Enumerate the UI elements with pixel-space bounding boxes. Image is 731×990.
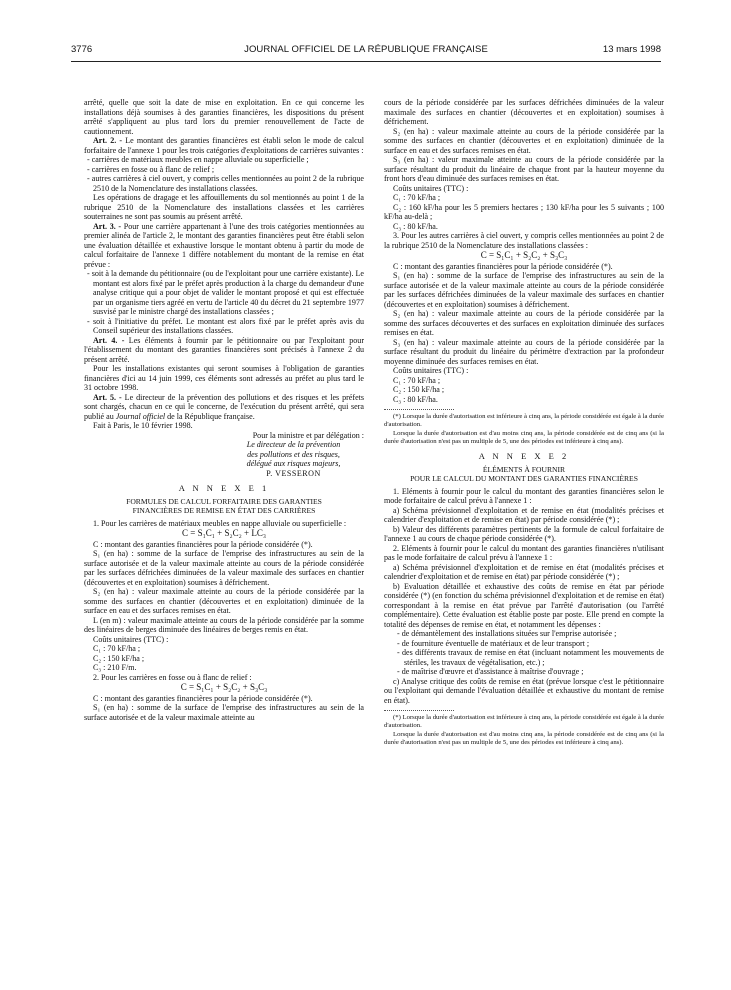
costs-heading: Coûts unitaires (TTC) : <box>93 634 169 644</box>
list-item: - carrières en fosse ou à flanc de relief ; <box>87 164 215 174</box>
paragraph: 1. Pour les carrières de matériaux meubles en nappe alluviale ou superficielle : <box>93 518 347 528</box>
footnote-separator <box>384 710 454 711</box>
paragraph: 2. Pour les carrières en fosse ou à flanc de relief : <box>93 672 252 682</box>
paragraph: Pour les installations existantes qui seront soumises à l'obligation de garanties financières d'ici au 14 juin 1999, ces éléments sont adressés au préfet au plus tard le 31 octobre 1998. <box>84 364 364 392</box>
formula: C = S₁C₁ + S₂C₂ + S₃C₃ <box>180 682 268 692</box>
paragraph: b) Evaluation détaillée et exhaustive des coûts de remise en état par période considérée (*) (en fonction du schéma prévisionnel d'exploitation et de remise en état) correspondant à la remise en état prévue par l'arrêté d'autorisation (ou l'arrêté complémentaire). Cette évaluation est établie poste par poste. Elle prend en compte la totalité des dépenses de remise en état, et notamment les dépenses : <box>384 581 664 629</box>
paragraph: a) Schéma prévisionnel d'exploitation et de remise en état (modalités précises et calendrier d'exploitation et de remise en état) par période considérée (*) ; <box>384 505 664 525</box>
article-3 <box>84 222 364 270</box>
list-item: - des différents travaux de remise en état (incluant notamment les mouvements de stériles, les travaux de végétalisation, etc.) ; <box>397 648 664 667</box>
footnote: Lorsque la durée d'autorisation est d'au moins cinq ans, la période considérée est de cinq ans (si la durée d'autorisation n'est pas un multiple de 5, une des périodes est inférieure à cinq ans). <box>384 730 664 747</box>
article-label: Art. 3. - <box>93 221 122 231</box>
costs-heading: Coûts unitaires (TTC) : <box>393 366 469 375</box>
article-3-list <box>84 269 364 336</box>
page-header <box>71 44 661 58</box>
definition: S₃ (en ha) : valeur maximale atteinte au cours de la période considérée par la surface résultant du produit du linéaire du périmètre d'extraction par la profondeur moyenne diminuée des surfaces remises en état. <box>384 337 664 366</box>
list-item: - soit à la demande du pétitionnaire (ou de l'exploitant pour une carrière existante). Le montant est alors fixé par le préfet après production à la charge du demandeur d'une analyse critique qui a pour objet de valider le montant proposé et qui est effectuée par un organisme tiers agréé en vertu de l'article 40 du décret du 21 septembre 1977 susvisé par le ministre chargé des installations classées ; <box>87 269 364 316</box>
signature-line: des pollutions et des risques, <box>247 449 340 459</box>
definition: S₁ (en ha) : somme de la surface de l'emprise des infrastructures au sein de la surface autorisée et de la valeur maximale atteinte au <box>84 703 364 722</box>
cost-item: C₃ : 210 F/m. <box>93 663 137 672</box>
annex-2-title: POUR LE CALCUL DU MONTANT DES GARANTIES FINANCIÈRES <box>410 474 638 484</box>
cost-item: C₂ : 160 kF/ha pour les 5 premiers hectares ; 130 kF/ha pour les 5 suivants ; 100 kF/ha au-delà ; <box>384 202 664 221</box>
article-text: Le montant des garanties financières est établi selon le mode de calcul forfaitaire de l'annexe 1 pour les trois catégories d'exploitations de carrières suivantes : <box>84 136 364 155</box>
annex-1-heading: A N N E X E 1 <box>178 483 270 493</box>
signature-for: Pour la ministre et par délégation : <box>252 430 364 440</box>
paragraph: 1. Eléments à fournir pour le calcul du montant des garanties financières selon le mode forfaitaire de calcul prévu à l'annexe 1 : <box>384 486 664 506</box>
cost-item: C₃ : 80 kF/ha. <box>393 394 438 404</box>
article-label: Art. 2. - <box>93 136 123 145</box>
list-item: - de fourniture éventuelle de matériaux et de leur transport ; <box>397 638 590 648</box>
list-item: - soit à l'initiative du préfet. Le montant est alors fixé par le préfet après avis du Conseil supérieur des installations classées. <box>87 316 364 335</box>
definition: S₁ (en ha) : somme de la surface de l'emprise des infrastructures au sein de la surface autorisée et de la valeur maximale atteinte au cours de la période considérée par les surfaces défrichées diminuées de la valeur maximale des surfaces en chantier (découvertes et en exploitation) soumises à défrichement. <box>384 271 664 309</box>
paragraph: cours de la période considérée par les surfaces défrichées diminuées de la valeur maximale des surfaces en chantier (découvertes et en exploitation) soumises à défrichement. <box>384 98 664 126</box>
cost-item: C₂ : 150 kF/ha ; <box>393 385 445 394</box>
paragraph: 2. Eléments à fournir pour le calcul du montant des garanties financières n'utilisant pas le mode forfaitaire de calcul prévu à l'annexe 1 : <box>384 543 664 563</box>
annex-2-title: ÉLÉMENTS À FOURNIR <box>482 464 566 474</box>
article-text: Le directeur de la prévention des pollutions et des risques et les préfets sont chargés, chacun en ce qui le concerne, de l'exécution du présent arrêté, qui sera publié au <box>84 392 365 421</box>
list-item: - carrières de matériaux meubles en nappe alluviale ou superficielle ; <box>87 155 309 164</box>
article-text: Pour une carrière appartenant à l'une des trois catégories mentionnées au premier alinéa de l'article 2, le montant des garanties financières peut être établi selon une évaluation détaillée et exhaustive lorsque le montant obtenu à partir du mode de calcul forfaitaire de l'annexe 1 diffère notablement du montant de la remise en état prévue : <box>84 221 365 269</box>
journal-name: Journal officiel <box>115 411 166 421</box>
article-2-list <box>84 155 364 193</box>
header-rule <box>71 61 661 62</box>
footnote: Lorsque la durée d'autorisation est d'au moins cinq ans, la période considérée est de cinq ans (si la durée d'autorisation n'est pas un multiple de 5, une des périodes est inférieure à cinq ans). <box>384 429 664 445</box>
footnote: (*) Lorsque la durée d'autorisation est inférieure à cinq ans, la période considérée est égale à la durée d'autorisation. <box>384 413 664 429</box>
cost-item: C₁ : 70 kF/ha ; <box>93 644 141 653</box>
cost-item: C₁ : 70 kF/ha ; <box>393 375 441 385</box>
right-column <box>384 98 664 747</box>
article-5 <box>84 393 364 422</box>
paragraph: c) Analyse critique des coûts de remise en état (prévue lorsque c'est le pétitionnaire ou l'exploitant qui demande l'évaluation détaillée et exhaustive du montant de remise en état). <box>384 676 664 705</box>
article-4 <box>84 336 364 365</box>
definition: C : montant des garanties financières pour la période considérée (*). <box>93 693 313 703</box>
definition: S₃ (en ha) : valeur maximale atteinte au cours de la période considérée par la surface résultant du produit du linéaire de chaque front par la hauteur moyenne du front hors d'eau diminuée des surfaces remises en état. <box>384 155 664 183</box>
cost-item: C₃ : 80 kF/ha. <box>393 221 438 231</box>
list-item: - de maîtrise d'œuvre et d'assistance à maîtrise d'ouvrage ; <box>397 667 584 677</box>
annex-1-title: FORMULES DE CALCUL FORFAITAIRE DES GARANTIES <box>126 496 322 506</box>
annex-1-title: FINANCIÈRES DE REMISE EN ÉTAT DES CARRIÈRES <box>132 506 316 515</box>
expenses-list <box>384 629 664 677</box>
definition: S₂ (en ha) : valeur maximale atteinte au cours de la période considérée par la somme des surfaces en chantier (découvertes et en exploitation) diminuée de la surface en eau et des surfaces remises en état. <box>84 587 364 615</box>
annex-2-heading: A N N E X E 2 <box>478 451 570 462</box>
paragraph: Les opérations de dragage et les affouillements du sol mentionnés au point 1 de la rubrique 2510 de la Nomenclature des installations classées et les carrières souterraines ne sont pas soumis au présent arrêté. <box>84 193 364 221</box>
footnote: (*) Lorsque la durée d'autorisation est inférieure à cinq ans, la période considérée est égale à la durée d'autorisation. <box>384 714 664 730</box>
costs-heading: Coûts unitaires (TTC) : <box>393 183 469 193</box>
journal-title: JOURNAL OFFICIEL DE LA RÉPUBLIQUE FRANÇAISE <box>244 44 488 55</box>
page-number: 3776 <box>71 44 93 55</box>
signature-line: Le directeur de la prévention <box>246 440 341 449</box>
issue-date: 13 mars 1998 <box>602 44 661 55</box>
article-text: Les éléments à fournir par le pétitionnaire ou par l'exploitant pour l'établissement du montant des garanties financières sont précisés à l'annexe 2 du présent arrêté. <box>84 335 365 364</box>
definition: C : montant des garanties financières pour la période considérée (*). <box>393 261 613 271</box>
definition: L (en m) : valeur maximale atteinte au cours de la période considérée par la somme des linéaires de berges diminuée des linéaires de berges remis en état. <box>84 615 364 634</box>
list-item: - autres carrières à ciel ouvert, y compris celles mentionnées au point 2 de la rubrique 2510 de la Nomenclature des installations classées. <box>87 174 364 193</box>
article-text: de la République française. <box>165 411 255 421</box>
definition: C : montant des garanties financières pour la période considérée (*). <box>93 539 313 549</box>
cost-item: C₁ : 70 kF/ha ; <box>393 193 441 202</box>
article-label: Art. 5. - <box>93 392 122 402</box>
paragraph: b) Valeur des différents paramètres pertinents de la formule de calcul forfaitaire de l'annexe 1 au cours de chaque période considérée (*). <box>384 524 664 544</box>
list-item: - de démantèlement des installations situées sur l'emprise autorisée ; <box>397 629 617 639</box>
footnote-separator <box>384 409 454 410</box>
paragraph: 3. Pour les autres carrières à ciel ouvert, y compris celles mentionnées au point 2 de la rubrique 2510 de la Nomenclature des installations classées : <box>384 231 664 250</box>
definition: S₁ (en ha) : somme de la surface de l'emprise des infrastructures au sein de la surface autorisée et de la valeur maximale atteinte au cours de la période considérée par les surfaces défrichées diminuées de la valeur maximale des surfaces en chantier (découvertes et en exploitation) soumises à défrichement. <box>84 549 364 587</box>
place-date: Fait à Paris, le 10 février 1998. <box>93 421 193 430</box>
article-label: Art. 4. - <box>93 335 125 345</box>
definition: S₂ (en ha) : valeur maximale atteinte au cours de la période considérée par la somme des surfaces en chantier (découvertes et en exploitation) diminuée de la surface en eau et des surfaces remises en état. <box>384 126 664 155</box>
left-column <box>84 98 364 722</box>
signatory-name: P. VESSERON <box>266 468 321 478</box>
article-2 <box>84 136 364 155</box>
paragraph: arrêté, quelle que soit la date de mise en exploitation. En ce qui concerne les installations déjà soumises à des garanties financières, les dispositions du présent arrêté s'appliquent au plus tard lors du premier renouvellement de l'acte de cautionnement. <box>84 98 364 136</box>
signature-line: délégué aux risques majeurs, <box>246 459 341 468</box>
definition: S₂ (en ha) : valeur maximale atteinte au cours de la période considérée par la somme des surfaces découvertes et des surfaces en exploitation diminuée des surfaces remises en état. <box>384 309 664 337</box>
cost-item: C₂ : 150 kF/ha ; <box>93 653 145 663</box>
formula: C = S₁C₁ + S₂C₂ + LC₃ <box>182 528 266 538</box>
paragraph: a) Schéma prévisionnel d'exploitation et de remise en état (modalités précises et calendrier d'exploitation et de remise en état) par période considérée (*) ; <box>384 562 664 582</box>
formula: C = S₁C₁ + S₂C₂ + S₃C₃ <box>480 250 568 260</box>
